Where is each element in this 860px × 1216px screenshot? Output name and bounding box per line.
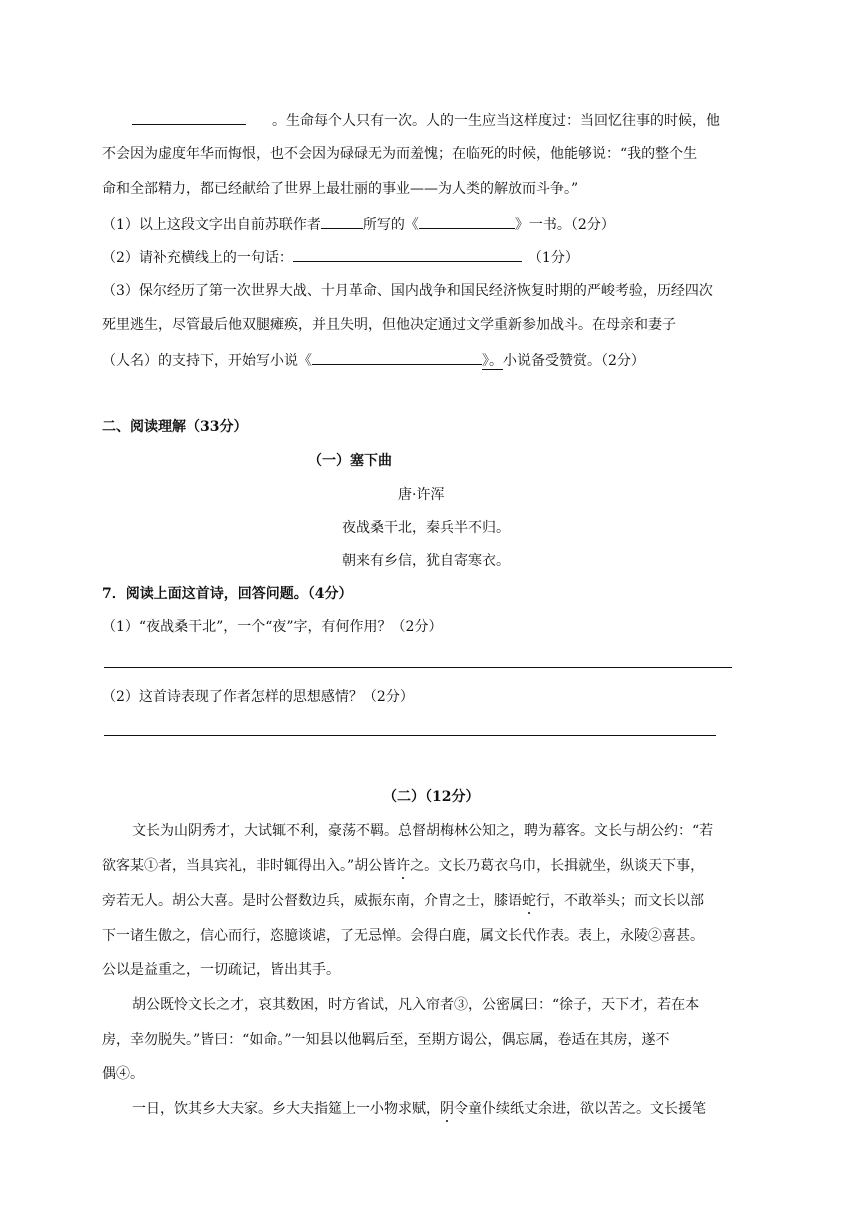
passage-line: 文长为山阴秀才，大试辄不利，豪荡不羁。总督胡梅林公知之，聘为幕客。文长与胡公约：“若 xyxy=(132,823,714,839)
poem-title: （一）塞下曲 xyxy=(308,453,392,469)
answer-blank[interactable] xyxy=(132,109,246,125)
passage-line: 欲客某①者，当具宾礼，非时辄得出入。”胡公皆许之。文长乃葛衣乌巾，长揖就坐，纵谈天下事， xyxy=(102,858,705,874)
passage-line: 一日，饮其乡大夫家。乡大夫指筵上一小物求赋，阴令童仆续纸丈余进，欲以苦之。文长援笔 xyxy=(132,1101,706,1117)
book-blank[interactable] xyxy=(419,213,515,229)
question-7-sub-2: （2）这首诗表现了作者怎样的思想感情？（2分） xyxy=(102,689,414,705)
passage-line: 房，幸勿脱失。”皆曰：“如命。”一知县以他羁后至，至期方谒公，偶忘属，卷适在其房，遂不 xyxy=(102,1032,670,1048)
sentence-blank[interactable] xyxy=(293,246,522,262)
answer-line-2[interactable] xyxy=(104,735,716,736)
question-1: （1）以上这段文字出自前苏联作者 所写的《 》一书。（2分） xyxy=(102,213,615,235)
author-blank[interactable] xyxy=(321,213,363,229)
novel-blank[interactable] xyxy=(312,349,482,365)
passage-line: 偶④。 xyxy=(102,1066,144,1082)
poem-line-1: 夜战桑干北，秦兵半不归。 xyxy=(342,520,510,536)
passage-line: 下一诸生傲之，信心而行，恣臆谈谑，了无忌惮。会得白鹿，属文长代作表。表上，永陵②喜甚。 xyxy=(102,928,704,944)
poem-author: 唐·许浑 xyxy=(398,487,445,503)
section-heading: 二、阅读理解（33分） xyxy=(102,419,248,435)
answer-line-1[interactable] xyxy=(104,667,732,668)
passage-line: 公以是益重之，一切疏记，皆出其手。 xyxy=(102,962,340,978)
question-7-sub-1: （1）“夜战桑干北”，一个“夜”字，有何作用？（2分） xyxy=(102,619,443,635)
part-2-title: （二）（12分） xyxy=(383,789,480,805)
question-3-line-1: （3）保尔经历了第一次世界大战、十月革命、国内战争和国民经济恢复时期的严峻考验，历经四次 xyxy=(102,283,713,299)
question-2: （2）请补充横线上的一句话： （1分） xyxy=(102,246,579,268)
intro-line-1: 。生命每个人只有一次。人的一生应当这样度过：当回忆往事的时候，他 xyxy=(132,109,720,131)
passage-line: 旁若无人。胡公大喜。是时公督数边兵，威振东南，介胄之士，膝语蛇行，不敢举头；而文长以部 xyxy=(102,893,704,909)
intro-line-2: 不会因为虚度年华而悔恨，也不会因为碌碌无为而羞愧；在临死的时候，他能够说：“我的整个生 xyxy=(102,146,698,162)
question-3-line-3: （人名）的支持下，开始写小说《 》。小说备受赞赏。（2分） xyxy=(102,349,645,371)
intro-line-3: 命和全部精力，都已经献给了世界上最壮丽的事业——为人类的解放而斗争。” xyxy=(102,181,579,197)
passage-line: 胡公既怜文长之才，哀其数困，时方省试，凡入帘者③，公密属曰：“徐子，天下才，若在本 xyxy=(132,997,700,1013)
question-3-line-2: 死里逃生，尽管最后他双腿瘫痪，并且失明，但他决定通过文学重新参加战斗。在母亲和妻子 xyxy=(102,317,676,333)
question-7-title: 7．阅读上面这首诗，回答问题。（4分） xyxy=(102,586,353,602)
poem-line-2: 朝来有乡信，犹自寄寒衣。 xyxy=(342,553,510,569)
